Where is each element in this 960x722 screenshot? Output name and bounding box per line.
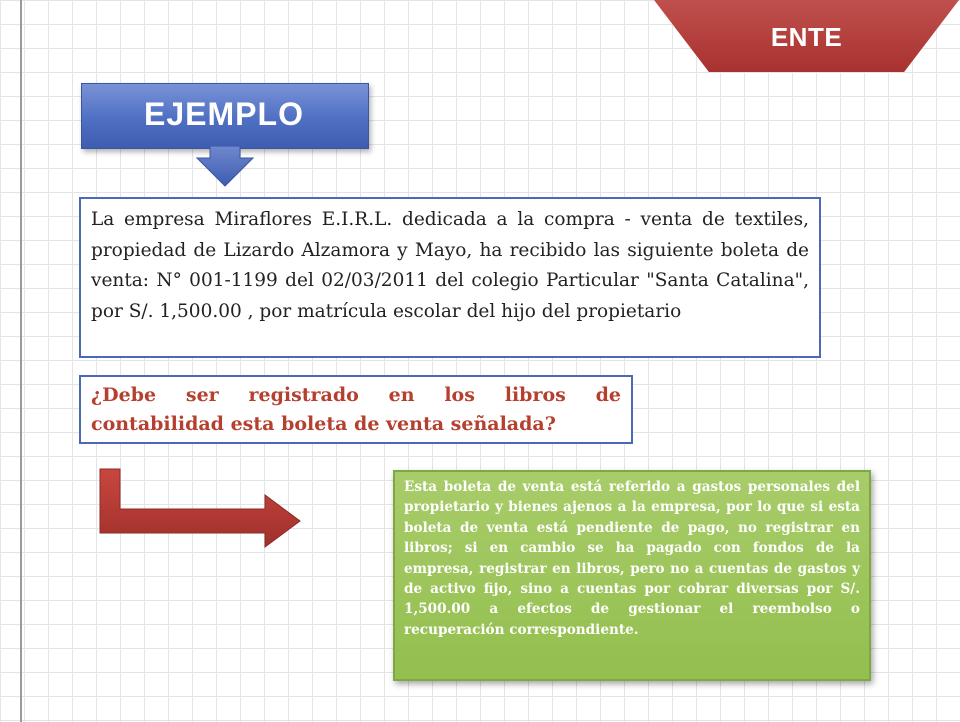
example-description-text: La empresa Miraflores E.I.R.L. dedicada a la compra - venta de textiles, propiedad de Lizardo Alzamora y Mayo, ha recibido las siguiente boleta de venta: N° 001-1199 del 02/03/2011 del colegio Particular "Santa Catalina", por S/. 1,500.00 , por matrícula escolar del hijo del propietario — [91, 209, 809, 322]
example-description-box — [79, 197, 821, 358]
down-arrow-icon — [196, 146, 254, 188]
answer-box — [393, 470, 871, 681]
answer-text: Esta boleta de venta está referido a gastos personales del propietario y bienes ajenos a la empresa, por lo que si esta boleta de venta está pendiente de pago, no registrar en libros; si en cambio se ha pagado con fondos de la empresa, registrar en libros, pero no a cuentas de gastos y de activo fijo, sino a cuentas por cobrar diversas por S/. 1,500.00 a efectos de gestionar el reembolso o recuperación correspondiente. — [404, 479, 860, 638]
ejemplo-title: EJEMPLO — [144, 96, 304, 132]
question-text: ¿Debe ser registrado en los libros de contabilidad esta boleta de venta señalada? — [91, 384, 621, 435]
ente-tab-label: ENTE — [770, 22, 843, 52]
question-box — [79, 375, 633, 444]
bent-right-arrow-icon — [93, 462, 305, 572]
